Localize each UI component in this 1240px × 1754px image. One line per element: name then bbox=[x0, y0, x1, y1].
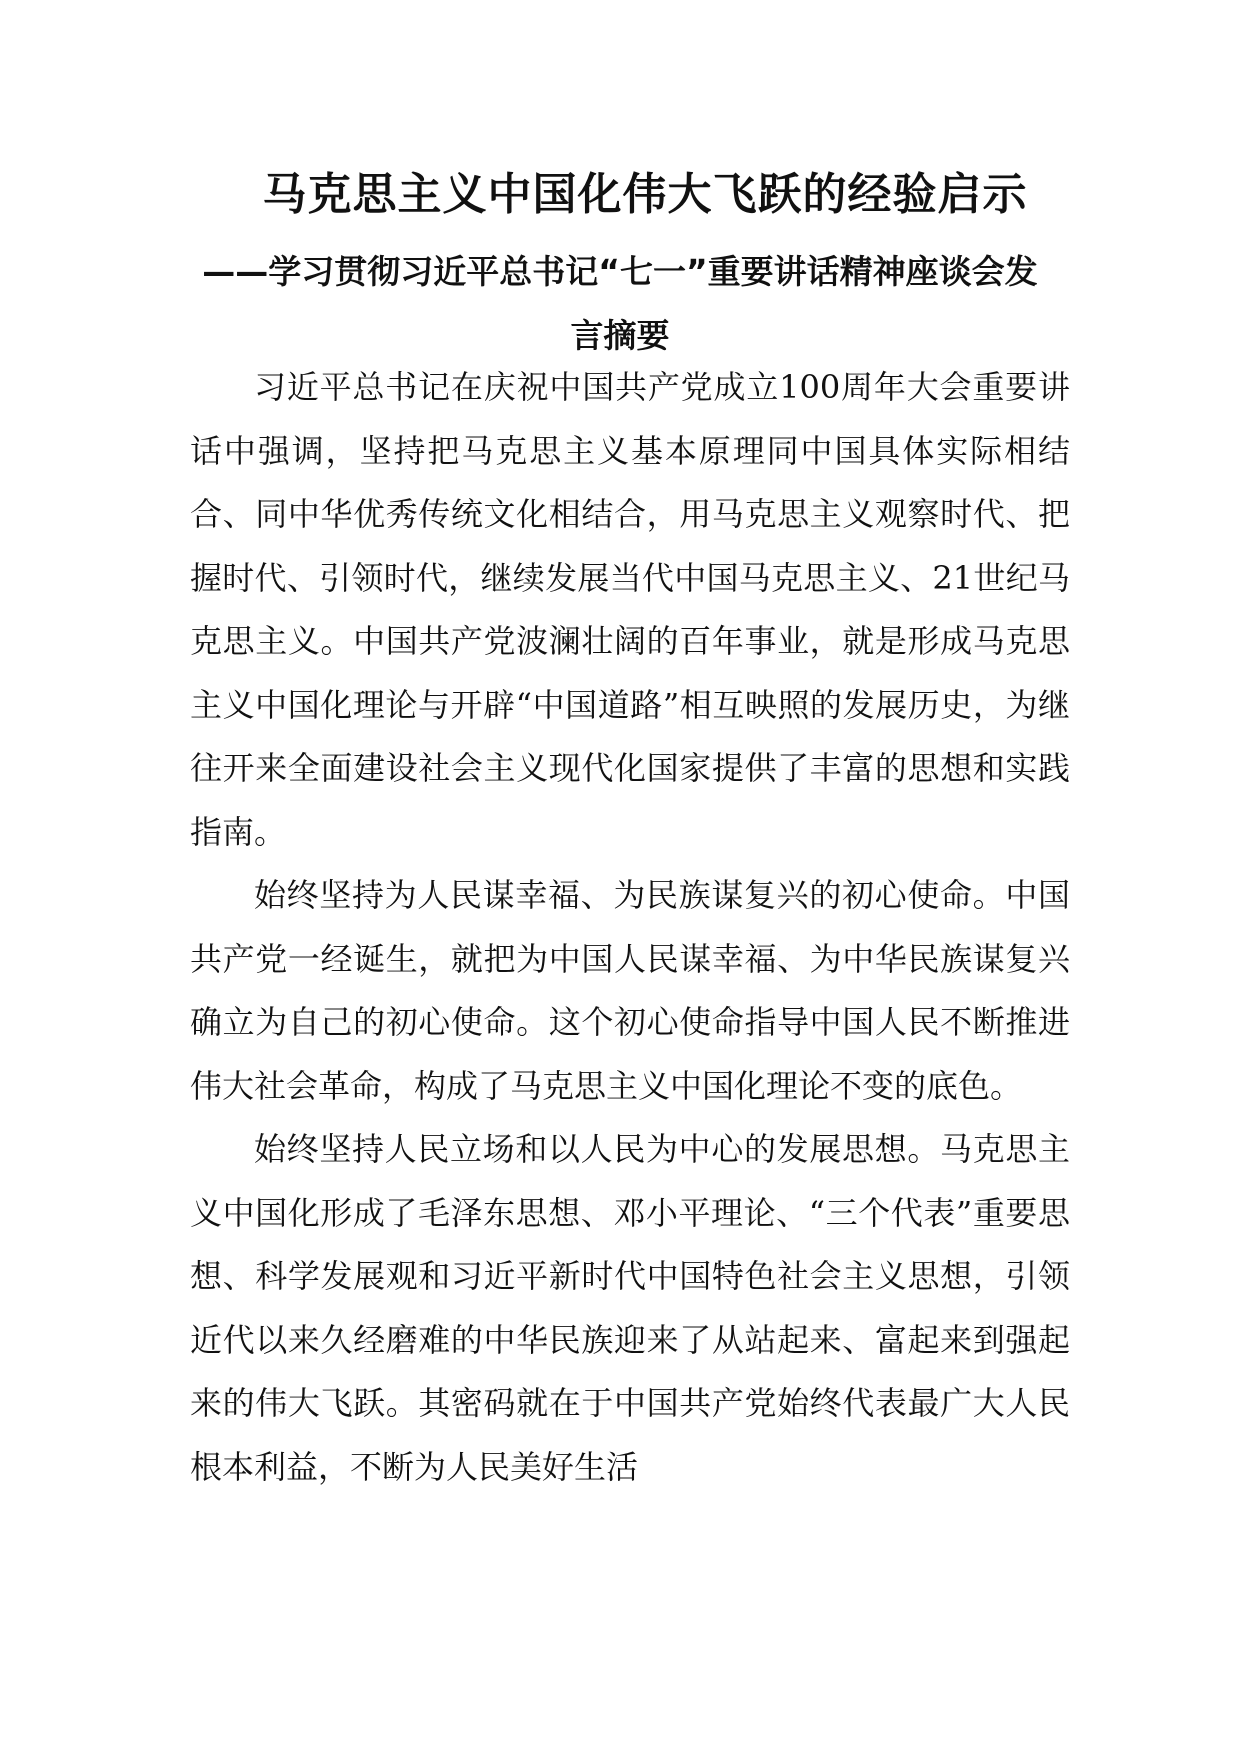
paragraph: 始终坚持为人民谋幸福、为民族谋复兴的初心使命。中国共产党一经诞生，就把为中国人民谋幸福、为中华民族谋复兴确立为自己的初心使命。这个初心使命指导中国人民不断推进伟大社会革命，构成了马克思主义中国化理论不变的底色。 bbox=[190, 876, 1070, 1105]
document-subtitle: ——学习贯彻习近平总书记“七一”重要讲话精神座谈会发言摘要 bbox=[202, 252, 1038, 355]
document-body bbox=[190, 356, 1070, 1499]
paragraph: 习近平总书记在庆祝中国共产党成立100周年大会重要讲话中强调，坚持把马克思主义基本原理同中国具体实际相结合、同中华优秀传统文化相结合，用马克思主义观察时代、把握时代、引领时代，继续发展当代中国马克思主义、21世纪马克思主义。中国共产党波澜壮阔的百年事业，就是形成马克思主义中国化理论与开辟“中国道路”相互映照的发展历史，为继往开来全面建设社会主义现代化国家提供了丰富的思想和实践指南。 bbox=[190, 368, 1070, 851]
document-title: 马克思主义中国化伟大飞跃的经验启示 bbox=[262, 169, 1028, 220]
paragraph: 始终坚持人民立场和以人民为中心的发展思想。马克思主义中国化形成了毛泽东思想、邓小平理论、“三个代表”重要思想、科学发展观和习近平新时代中国特色社会主义思想，引领近代以来久经磨难的中华民族迎来了从站起来、富起来到强起来的伟大飞跃。其密码就在于中国共产党始终代表最广大人民根本利益，不断为人民美好生活 bbox=[190, 1130, 1070, 1486]
